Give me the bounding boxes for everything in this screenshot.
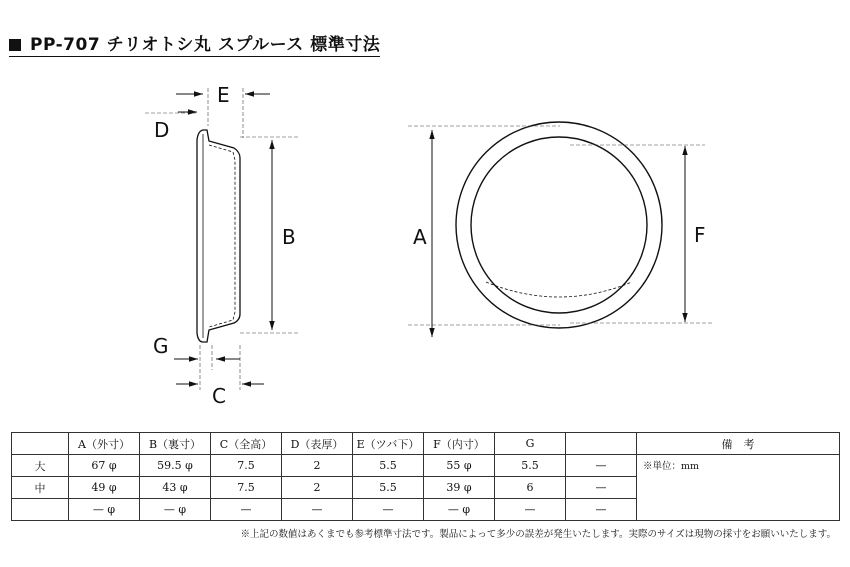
table-cell: — (566, 455, 637, 477)
table-cell: — φ (69, 499, 140, 521)
size-cell: 大 (12, 455, 69, 477)
dim-label-f: F (694, 223, 706, 247)
header-cell: G (495, 433, 566, 455)
side-dimension-arrows (174, 94, 272, 384)
table-cell: 67 φ (69, 455, 140, 477)
header-cell: D（表厚） (282, 433, 353, 455)
dimension-table (11, 432, 840, 521)
header-cell: A（外寸） (69, 433, 140, 455)
table-cell: — φ (424, 499, 495, 521)
table-cell: 2 (282, 455, 353, 477)
table-header-row (12, 433, 840, 455)
table-cell: — (566, 477, 637, 499)
table-cell: 59.5 φ (140, 455, 211, 477)
table-cell: 5.5 (353, 477, 424, 499)
header-cell-remarks: 備 考 (637, 433, 840, 455)
header-cell (566, 433, 637, 455)
header-cell (12, 433, 69, 455)
table-cell: — (282, 499, 353, 521)
table-cell: 55 φ (424, 455, 495, 477)
table-cell: 7.5 (211, 455, 282, 477)
dim-label-d: D (154, 118, 170, 142)
footnote: ※上記の数値はあくまでも参考標準寸法です。製品によって多少の誤差が発生いたします。実際のサイズは現物の採寸をお願いいたします。 (240, 529, 836, 540)
table-cell: — (495, 499, 566, 521)
side-profile-hidden (209, 145, 235, 327)
table-row (12, 455, 840, 477)
dim-label-b: B (282, 225, 296, 249)
side-profile-outer (197, 130, 240, 342)
table-cell: 39 φ (424, 477, 495, 499)
table-cell: — (211, 499, 282, 521)
front-hidden-arc (486, 282, 632, 297)
header-cell: F（内寸） (424, 433, 495, 455)
header-cell: E（ツバ下） (353, 433, 424, 455)
dim-label-g: G (153, 334, 169, 358)
table-cell: 7.5 (211, 477, 282, 499)
front-extension-lines (408, 126, 712, 325)
front-outer-circle (456, 122, 662, 328)
header-cell: B（裏寸） (140, 433, 211, 455)
table-cell: 5.5 (353, 455, 424, 477)
table-cell: — φ (140, 499, 211, 521)
table-cell: 6 (495, 477, 566, 499)
size-cell: 中 (12, 477, 69, 499)
dim-label-e: E (217, 83, 230, 107)
header-cell: C（全高） (211, 433, 282, 455)
table-cell: 43 φ (140, 477, 211, 499)
title-text: PP-707 チリオトシ丸 スプルース 標準寸法 (30, 35, 381, 55)
table-cell: 49 φ (69, 477, 140, 499)
dim-label-c: C (212, 384, 226, 408)
table-cell: — (353, 499, 424, 521)
table-cell: — (566, 499, 637, 521)
table-cell: 5.5 (495, 455, 566, 477)
side-view (197, 130, 240, 342)
dim-label-a: A (413, 225, 427, 249)
remarks-cell: ※単位：mm (637, 455, 840, 521)
size-cell (12, 499, 69, 521)
front-view (456, 122, 662, 328)
table-cell: 2 (282, 477, 353, 499)
